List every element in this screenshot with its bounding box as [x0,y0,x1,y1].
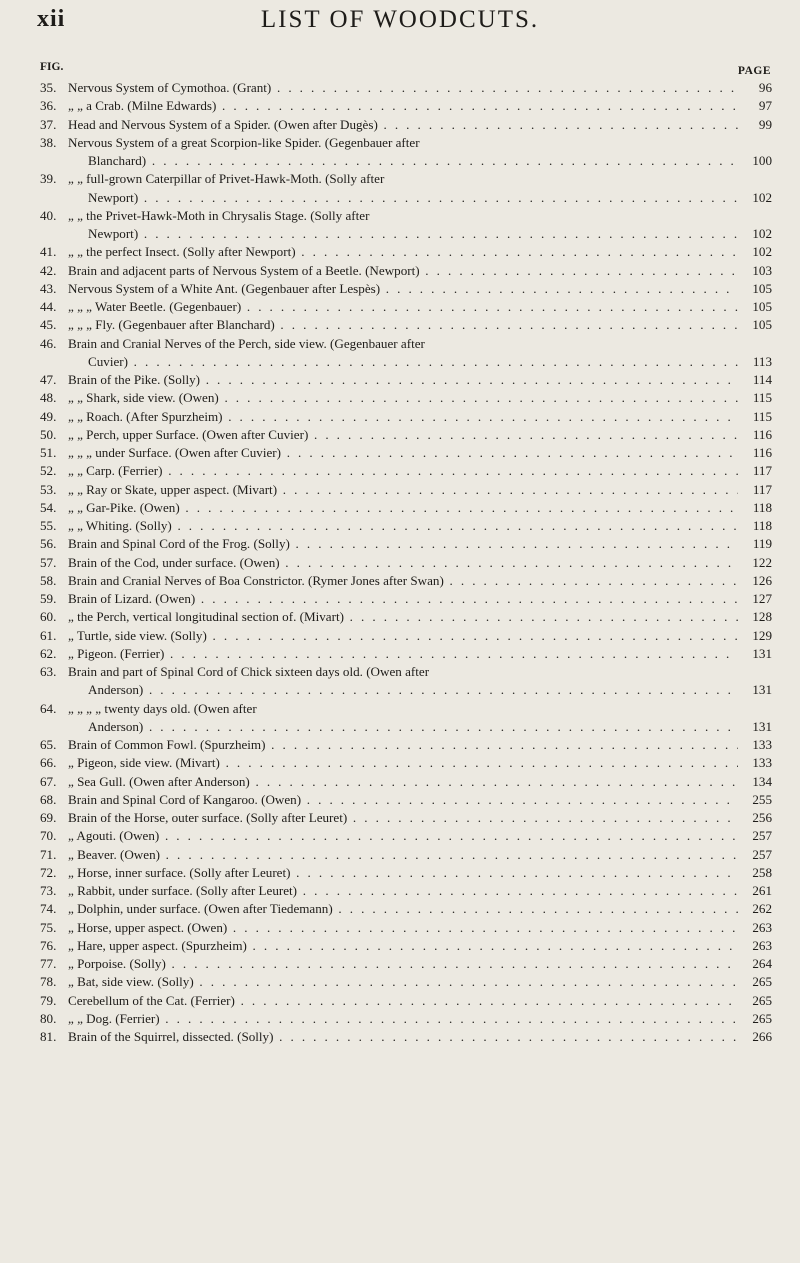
list-item [40,955,772,973]
page-reference: 265 [752,974,772,990]
list-item [40,79,772,97]
entry-text: „ „ Perch, upper Surface. (Owen after Cuvier) . . . [68,426,738,444]
list-item [40,973,772,991]
entry-text: „ Horse, inner surface. (Solly after Leuret) . . . [68,864,738,882]
list-item [40,408,772,426]
entry-line [40,1010,772,1028]
page-reference: 115 [752,408,772,424]
list-item [40,919,772,937]
entry-text: „ „ Ray or Skate, upper aspect. (Mivart) . . . [68,481,738,499]
figure-number: 55. [40,518,57,533]
entry-line [40,371,772,389]
list-item [40,992,772,1010]
list-item [40,481,772,499]
figure-number: 51. [40,445,57,460]
figure-number: 59. [40,591,57,606]
entry-text: Brain and Spinal Cord of Kangaroo. (Owen) . . . [68,791,738,809]
figure-number: 81. [40,1029,57,1044]
list-item [40,773,772,791]
entry-line [40,992,772,1010]
entry-line [40,207,772,225]
page-reference: 266 [752,1029,772,1044]
list-item [40,116,772,134]
entry-text: Nervous System of a great Scorpion-like Spider. (Gegenbauer after [68,134,420,150]
entry-text: Brain of Common Fowl. (Spurzheim) . . . [68,736,738,754]
entry-line [40,864,772,882]
entry-line [40,79,772,97]
figure-number: 77. [40,956,57,971]
entry-text: Anderson) . . . [88,718,738,736]
entry-text: Head and Nervous System of a Spider. (Owen after Dugès) . . . [68,116,738,134]
page-reference: 105 [752,280,772,296]
entry-text: „ „ Gar-Pike. (Owen) . . . [68,499,738,517]
page-reference: 255 [752,791,772,807]
entry-line [40,97,772,115]
figure-number: 74. [40,901,57,917]
entry-text: Brain of the Cod, under surface. (Owen) . . . [68,554,738,572]
page-reference: 118 [752,518,772,533]
figure-number: 68. [40,791,57,807]
page-header [0,6,800,42]
figure-number: 71. [40,846,57,862]
figure-number: 75. [40,919,57,935]
page-column-header: PAGE [737,65,771,77]
entry-line [40,700,772,718]
entry-line [40,572,772,590]
entry-text: „ „ „ Fly. (Gegenbauer after Blanchard) . . . [68,316,738,334]
figure-number: 56. [40,536,57,552]
entry-line [40,426,772,444]
list-item [40,97,772,115]
entry-line [40,116,772,134]
list-item [40,791,772,809]
entry-text: „ „ the Privet-Hawk-Moth in Chrysalis Stage. (Solly after [68,207,370,223]
page-number: xii [37,6,66,32]
list-item [40,937,772,955]
list-item [40,627,772,645]
fig-column-header: FIG. [40,61,64,73]
list-item [40,134,772,171]
figure-number: 41. [40,244,57,260]
entry-line [40,627,772,645]
list-item [40,645,772,663]
list-item [40,389,772,407]
page-reference: 114 [752,372,772,387]
figure-number: 46. [40,335,57,351]
figure-number: 69. [40,810,57,825]
page-reference: 119 [752,536,772,552]
entry-line [40,846,772,864]
page-reference: 117 [752,481,772,497]
entry-line [40,1028,772,1046]
list-item [40,499,772,517]
page-reference: 116 [752,445,772,460]
figure-number: 78. [40,974,57,990]
figure-number: 35. [40,80,57,95]
entry-line [40,663,772,681]
entry-line [40,389,772,407]
entry-line [40,590,772,608]
list-item [40,280,772,298]
entry-line [40,262,772,280]
list-item [40,572,772,590]
list-item [40,900,772,918]
list-item [40,809,772,827]
list-item [40,1028,772,1046]
list-item [40,426,772,444]
page-reference: 131 [752,645,772,661]
entry-line [40,645,772,663]
entry-line [40,189,772,207]
entry-line [40,919,772,937]
entry-line [40,170,772,188]
figure-number: 60. [40,609,57,625]
page-reference: 100 [752,153,772,168]
figure-number: 52. [40,463,57,479]
page-reference: 127 [752,591,772,606]
figure-number: 50. [40,426,57,442]
entry-text: „ „ full-grown Caterpillar of Privet-Hawk-Moth. (Solly after [68,171,385,187]
figure-number: 53. [40,481,57,497]
page-reference: 113 [752,353,772,369]
list-item [40,882,772,900]
entry-line [40,243,772,261]
list-item [40,462,772,480]
entry-line [40,937,772,955]
entry-text: „ Turtle, side view. (Solly) . . . [68,627,738,645]
list-item [40,371,772,389]
entry-line [40,718,772,736]
figure-number: 61. [40,627,57,643]
figure-number: 64. [40,700,57,716]
figure-number: 62. [40,645,57,661]
figure-number: 65. [40,737,57,752]
figure-number: 76. [40,937,57,953]
figure-number: 66. [40,755,57,771]
page-reference: 256 [752,810,772,825]
figure-number: 57. [40,554,57,570]
entry-text: „ „ Roach. (After Spurzheim) . . . [68,408,738,426]
entry-line [40,535,772,553]
list-item [40,554,772,572]
page-reference: 126 [752,572,772,588]
page-reference: 131 [752,718,772,734]
page-reference: 102 [752,226,772,241]
entry-line [40,353,772,371]
page-reference: 264 [752,956,772,971]
entry-text: „ the Perch, vertical longitudinal section of. (Mivart) . . . [68,608,738,626]
list-item [40,846,772,864]
entry-text: „ Dolphin, under surface. (Owen after Tiedemann) . . . [68,900,738,918]
entry-line [40,900,772,918]
figure-number: 63. [40,664,57,679]
entry-line [40,280,772,298]
entry-line [40,481,772,499]
entry-line [40,408,772,426]
entry-text: Nervous System of a White Ant. (Gegenbauer after Lespès) . . . [68,280,738,298]
entry-line [40,955,772,973]
entry-text: „ „ Carp. (Ferrier) . . . [68,462,738,480]
figure-number: 38. [40,134,57,150]
entry-text: „ Hare, upper aspect. (Spurzheim) . . . [68,937,738,955]
figure-number: 54. [40,499,57,515]
entry-line [40,681,772,699]
entry-line [40,517,772,535]
entry-line [40,462,772,480]
page-reference: 105 [752,317,772,333]
list-item [40,754,772,772]
entry-text: „ Sea Gull. (Owen after Anderson) . . . [68,773,738,791]
figure-number: 43. [40,280,57,296]
page-reference: 102 [752,189,772,205]
entry-line [40,882,772,900]
list-item [40,736,772,754]
page-reference: 96 [758,80,772,95]
page-reference: 258 [752,864,772,880]
entry-text: „ Agouti. (Owen) . . . [68,827,738,845]
page-reference: 262 [752,901,772,917]
list-item [40,535,772,553]
entry-line [40,736,772,754]
woodcut-list [40,79,772,1046]
page-reference: 131 [752,682,772,698]
list-item [40,207,772,244]
entry-text: Blanchard) . . . [88,152,738,170]
list-item [40,170,772,207]
page-reference: 257 [752,846,772,862]
entry-text: Cuvier) . . . [88,353,738,371]
entry-text: „ Rabbit, under surface. (Solly after Leuret) . . . [68,882,738,900]
entry-text: „ „ Dog. (Ferrier) . . . [68,1010,738,1028]
list-item [40,827,772,845]
figure-number: 58. [40,572,57,588]
list-item [40,316,772,334]
entry-line [40,827,772,845]
list-item [40,262,772,280]
list-item [40,608,772,626]
figure-number: 73. [40,883,57,898]
list-item [40,864,772,882]
entry-text: „ Horse, upper aspect. (Owen) . . . [68,919,738,937]
entry-line [40,554,772,572]
figure-number: 67. [40,773,57,789]
entry-text: „ „ a Crab. (Milne Edwards) . . . [68,97,738,115]
entry-text: Brain and Spinal Cord of the Frog. (Solly) . . . [68,535,738,553]
list-item [40,517,772,535]
list-item [40,590,772,608]
entry-line [40,335,772,353]
entry-text: „ Porpoise. (Solly) . . . [68,955,738,973]
list-item [40,1010,772,1028]
entry-text: „ Pigeon, side view. (Mivart) . . . [68,754,738,772]
entry-text: Newport) . . . [88,189,738,207]
entry-text: Newport) . . . [88,225,738,243]
page-reference: 257 [752,828,772,844]
page-title: LIST OF WOODCUTS. [260,6,540,33]
entry-text: „ „ „ Water Beetle. (Gegenbauer) . . . [68,298,738,316]
page-reference: 115 [752,390,772,406]
entry-text: „ „ „ „ twenty days old. (Owen after [68,700,257,716]
entry-text: „ „ „ under Surface. (Owen after Cuvier) . . . [68,444,738,462]
list-item [40,444,772,462]
entry-text: Brain and Cranial Nerves of the Perch, side view. (Gegenbauer after [68,335,425,351]
page-reference: 261 [752,883,772,898]
entry-line [40,773,772,791]
page-reference: 122 [752,554,772,570]
entry-text: Brain and adjacent parts of Nervous System of a Beetle. (Newport) . . . [68,262,738,280]
figure-number: 44. [40,299,57,314]
entry-line [40,499,772,517]
figure-number: 49. [40,408,57,424]
list-item [40,700,772,737]
figure-number: 47. [40,372,57,387]
entry-line [40,444,772,462]
entry-text: Brain of the Squirrel, dissected. (Solly) . . . [68,1028,738,1046]
entry-text: „ Beaver. (Owen) . . . [68,846,738,864]
entry-text: „ „ Whiting. (Solly) . . . [68,517,738,535]
page-reference: 133 [752,755,772,771]
entry-text: Brain of the Horse, outer surface. (Solly after Leuret) . . . [68,809,738,827]
figure-number: 48. [40,390,57,406]
entry-text: Brain of Lizard. (Owen) . . . [68,590,738,608]
page-reference: 102 [752,244,772,260]
page-reference: 265 [752,992,772,1008]
entry-text: „ „ Shark, side view. (Owen) . . . [68,389,738,407]
entry-text: „ Pigeon. (Ferrier) . . . [68,645,738,663]
entry-text: Brain and Cranial Nerves of Boa Constrictor. (Rymer Jones after Swan) . . . [68,572,738,590]
page-reference: 99 [758,116,772,132]
entry-line [40,973,772,991]
figure-number: 40. [40,207,57,223]
figure-number: 36. [40,98,57,114]
list-item [40,663,772,700]
entry-line [40,809,772,827]
list-item [40,298,772,316]
entry-text: Cerebellum of the Cat. (Ferrier) . . . [68,992,738,1010]
figure-number: 45. [40,317,57,333]
figure-number: 42. [40,262,57,278]
figure-number: 72. [40,864,57,880]
page-reference: 116 [752,426,772,442]
entry-text: Brain and part of Spinal Cord of Chick sixteen days old. (Owen after [68,664,430,679]
page-reference: 129 [752,627,772,643]
page-reference: 133 [752,737,772,752]
entry-line [40,608,772,626]
entry-text: „ „ the perfect Insect. (Solly after Newport) . . . [68,243,738,261]
figure-number: 70. [40,828,57,844]
page-reference: 263 [752,919,772,935]
page-reference: 265 [752,1010,772,1026]
entry-text: Anderson) . . . [88,681,738,699]
entry-line [40,152,772,170]
page-reference: 97 [758,98,772,114]
column-headers [0,55,800,81]
list-item [40,243,772,261]
entry-line [40,134,772,152]
figure-number: 79. [40,992,57,1008]
list-item [40,335,772,372]
entry-line [40,225,772,243]
page-reference: 263 [752,937,772,953]
page-reference: 103 [752,262,772,278]
entry-text: Nervous System of Cymothoa. (Grant) . . . [68,79,738,97]
page-reference: 118 [752,499,772,515]
entry-line [40,298,772,316]
entry-text: „ Bat, side view. (Solly) . . . [68,973,738,991]
page-reference: 128 [752,609,772,625]
figure-number: 39. [40,171,57,187]
entry-text: Brain of the Pike. (Solly) . . . [68,371,738,389]
entry-line [40,754,772,772]
figure-number: 80. [40,1010,57,1026]
entry-line [40,316,772,334]
page-reference: 105 [752,299,772,314]
figure-number: 37. [40,116,57,132]
entry-line [40,791,772,809]
page-reference: 134 [752,773,772,789]
page-reference: 117 [752,463,772,479]
